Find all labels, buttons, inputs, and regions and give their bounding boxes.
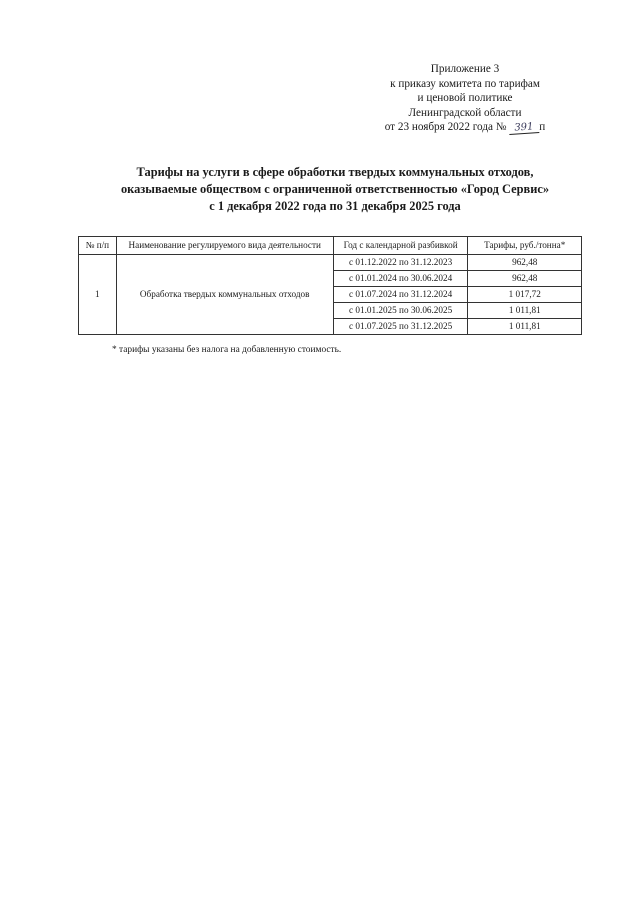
appendix-committee: и ценовой политике xyxy=(417,92,513,105)
order-number-suffix: п xyxy=(539,121,546,134)
tariff-cell: 1 017,72 xyxy=(468,287,582,303)
period-cell: с 01.01.2025 по 30.06.2025 xyxy=(333,303,468,319)
tariff-table xyxy=(78,236,582,335)
title-line-3: с 1 декабря 2022 года по 31 декабря 2025 года xyxy=(209,199,461,214)
appendix-title: Приложение 3 xyxy=(430,63,500,75)
tariff-cell: 1 011,81 xyxy=(468,303,582,319)
appendix-date-line xyxy=(360,120,570,135)
title-line-1: Тарифы на услуги в сфере обработки твердых коммунальных отходов, xyxy=(136,165,534,179)
appendix-order-ref: к приказу комитета по тарифам xyxy=(390,77,540,90)
tariff-cell: 962,48 xyxy=(468,255,582,271)
table-header-row xyxy=(79,237,582,255)
appendix-region: Ленинградской области xyxy=(408,106,522,119)
tariff-cell: 1 011,81 xyxy=(468,319,582,335)
period-cell: с 01.07.2025 по 31.12.2025 xyxy=(333,319,468,335)
header-num: № п/п xyxy=(79,237,117,255)
header-activity: Наименование регулируемого вида деятельности xyxy=(116,237,333,255)
table-row xyxy=(79,255,582,271)
document-title xyxy=(60,164,610,216)
activity-name: Обработка твердых коммунальных отходов xyxy=(116,255,333,335)
vat-footnote: * тарифы указаны без налога на добавленную стоимость. xyxy=(112,345,342,355)
row-number: 1 xyxy=(79,255,117,335)
period-cell: с 01.07.2024 по 31.12.2024 xyxy=(333,287,468,303)
title-line-2: оказываемые обществом с ограниченной ответственностью «Город Сервис» xyxy=(120,182,550,197)
period-cell: с 01.01.2024 по 30.06.2024 xyxy=(333,271,468,287)
tariff-cell: 962,48 xyxy=(468,271,582,287)
period-cell: с 01.12.2022 по 31.12.2023 xyxy=(333,255,468,271)
header-tariff: Тарифы, руб./тонна* xyxy=(468,237,582,255)
order-number-handwritten: 391 xyxy=(509,122,540,135)
appendix-date: от 23 ноября 2022 года № xyxy=(384,121,507,134)
header-period: Год с календарной разбивкой xyxy=(333,237,468,255)
appendix-header xyxy=(360,62,570,135)
